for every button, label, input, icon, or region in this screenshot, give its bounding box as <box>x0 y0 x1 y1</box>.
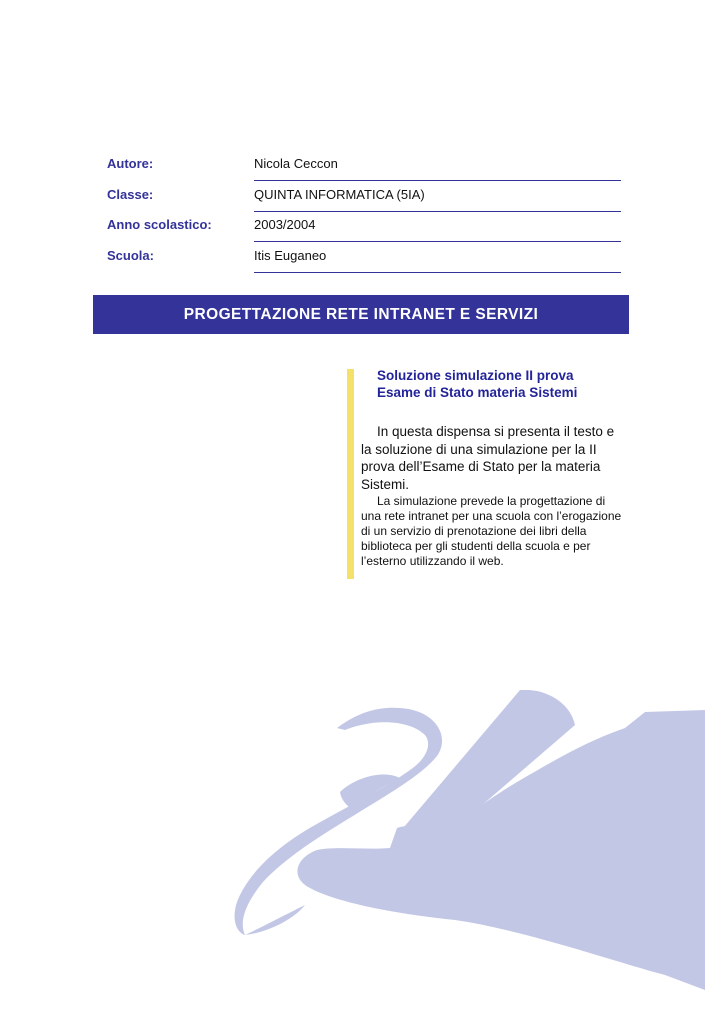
school-value: Itis Euganeo <box>254 242 621 273</box>
subtitle-line-2: Esame di Stato materia Sistemi <box>377 385 578 400</box>
school-year-value: 2003/2004 <box>254 211 621 242</box>
info-row-school <box>107 242 621 273</box>
info-row-author <box>107 150 621 181</box>
class-label: Classe: <box>107 186 154 202</box>
author-value: Nicola Ceccon <box>254 150 621 181</box>
subtitle-line-1: Soluzione simulazione II prova <box>377 368 574 383</box>
body-paragraph: La simulazione prevede la progettazione di una rete intranet per una scuola con l’erogazione di un servizio di prenotazione dei libri della biblioteca per gli studenti della scuola e per l’esterno utilizzando il web. <box>361 494 622 568</box>
school-year-label: Anno scolastico: <box>107 217 212 232</box>
author-label: Autore: <box>107 156 154 171</box>
info-row-class <box>107 181 621 212</box>
school-label: Scuola: <box>107 247 154 263</box>
intro-paragraph: In questa dispensa si presenta il testo e la soluzione di una simulazione per la II prova dell’Esame di Stato per la materia Sistemi. <box>361 424 615 492</box>
document-title-band <box>93 295 629 334</box>
document-subtitle <box>377 367 637 401</box>
document-info-table <box>107 150 621 272</box>
highlight-bar <box>347 369 354 579</box>
document-title: PROGETTAZIONE RETE INTRANET E SERVIZI <box>183 305 539 323</box>
class-value: QUINTA INFORMATICA (5IA) <box>254 181 621 212</box>
hand-writing-with-pen-icon <box>225 690 705 990</box>
info-row-school-year <box>107 211 621 242</box>
